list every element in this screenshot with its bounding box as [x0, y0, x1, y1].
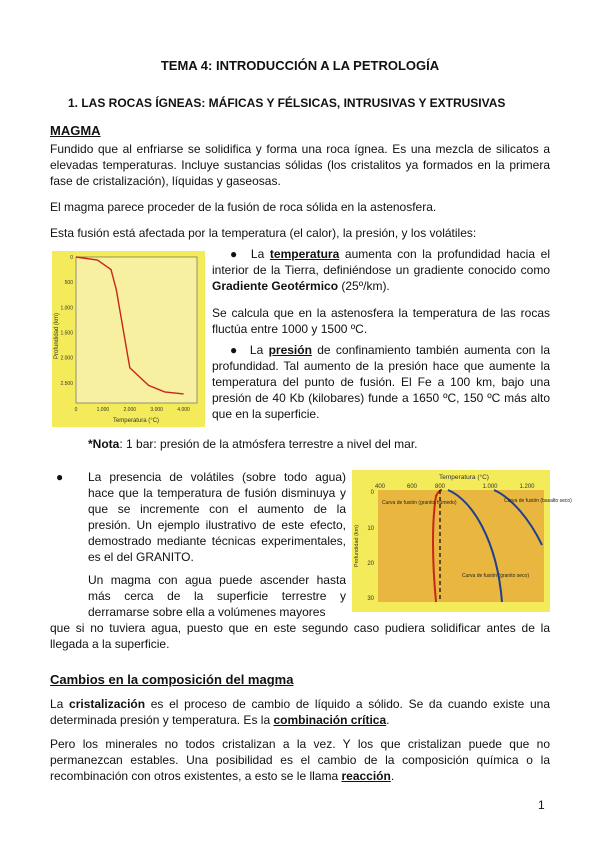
page-title: TEMA 4: INTRODUCCIÓN A LA PETROLOGÍA: [160, 58, 440, 73]
melting-curves-chart: [352, 470, 572, 612]
x-tick: 400: [374, 484, 386, 490]
y-axis-label: Profundidad (km): [54, 312, 60, 360]
y-tick: 0: [370, 490, 374, 496]
bullet-dot: ●: [230, 343, 240, 357]
composition-changes-heading: Cambios en la composición del magma: [50, 672, 294, 687]
x-tick: 0: [74, 407, 78, 413]
term-cristalizacion: cristalización: [69, 697, 146, 711]
paragraph-origin: El magma parece proceder de la fusión de roca sólida en la astenosfera.: [50, 200, 437, 214]
paragraph-factors: Esta fusión está afectada por la temperatura (el calor), la presión, y los volátiles:: [50, 226, 477, 240]
section-heading: 1. LAS ROCAS ÍGNEAS: MÁFICAS Y FÉLSICAS, INTRUSIVAS Y EXTRUSIVAS: [68, 96, 506, 110]
dry-basalt-label: Curva de fusión (basalto seco): [504, 498, 572, 504]
paragraph-water-magma: Un magma con agua puede ascender hasta más cerca de la superficie terrestre y derramarse sobre ella a volúmenes mayores: [88, 573, 346, 619]
page-number: 1: [538, 798, 545, 812]
term-reaccion: reacción: [341, 769, 391, 783]
x-tick: 800: [434, 484, 446, 490]
bullet-dot: ●: [230, 247, 240, 261]
bullet-pressure: ● La presión de confinamiento también aumenta con la profundidad. Tal aumento de la presión hace que aumente la temperatura del punto de fusión. El Fe a 100 km, bajo una presión de 40 Kb (kilobares) funde a 1650 ºC, 150 ºC más alto que en la superficie.: [212, 343, 550, 421]
y-axis-label: Profundidad (km): [354, 524, 360, 568]
melting-curves-figure: [352, 470, 572, 612]
paragraph-water-magma-cont: que si no tuviera agua, puesto que en este segundo caso pudiera solidificar antes de la llegada a la superficie.: [50, 621, 550, 651]
x-tick: 2.000: [123, 407, 137, 413]
y-tick: 20: [367, 561, 374, 567]
term-gradiente: Gradiente Geotérmico: [212, 279, 339, 293]
y-tick: 10: [367, 526, 374, 532]
paragraph-asthenosphere-temp: Se calcula que en la astenosfera la temperatura de las rocas fluctúa entre 1000 y 1500 ºC.: [212, 306, 550, 336]
y-tick: 2.000: [60, 355, 73, 362]
x-tick: 1.000: [482, 484, 498, 490]
x-tick: 3.000: [150, 407, 163, 413]
y-tick: 30: [367, 596, 374, 602]
x-tick: 600: [406, 484, 418, 490]
x-tick: 1.000: [96, 407, 110, 413]
chart-title: Temperatura (°C): [439, 474, 489, 481]
y-tick: 1.000: [60, 305, 73, 312]
term-temperatura: temperatura: [269, 247, 340, 261]
term-combinacion-critica: combinación crítica: [273, 713, 387, 727]
x-tick: 4.000: [177, 407, 190, 413]
bullet-dot: ●: [56, 470, 64, 484]
magma-heading: MAGMA: [50, 123, 101, 138]
y-tick: 1.500: [60, 330, 73, 337]
y-tick: 0: [70, 255, 73, 261]
x-axis-label: Temperatura (°C): [112, 418, 160, 424]
geothermal-chart: [52, 251, 205, 427]
y-tick: 2.500: [60, 380, 73, 387]
dry-granite-label: Curva de fusión (granito seco): [462, 573, 529, 579]
wet-granite-label: Curva de fusión (granito húmedo): [382, 500, 457, 506]
paragraph-crystallization: La cristalización es el proceso de cambio de líquido a sólido. Se da cuando existe una determinada presión y temperatura. Es la combinación crítica.: [50, 697, 551, 727]
paragraph-definition: Fundido que al enfriarse se solidifica y forma una roca ígnea. Es una mezcla de silicatos a elevadas temperaturas. Incluye sustancias sólidas (los cristalitos ya formados en la primera fase de cristalización), líquidas y gaseosas.: [50, 142, 550, 188]
bullet-temperature: ● La temperatura aumenta con la profundidad hacia el interior de la Tierra, definiéndose un gradiente conocido como Gradiente Geotérmico (25º/km).: [212, 247, 550, 293]
term-presion: presión: [268, 343, 312, 357]
paragraph-reaction: Pero los minerales no todos cristalizan a la vez. Y los que cristalizan puede que no permanezcan estables. Una posibilidad es el cambio de la composición química o la recombinación con otros existentes, a esto se le llama reacción.: [50, 737, 550, 783]
bullet-volatiles: ● La presencia de volátiles (sobre todo agua) hace que la temperatura de fusión disminuya y que se incremente con el aumento de la presión. Un ejemplo ilustrativo de este efecto, demostrado mediante técnicas experimentales, es el del GRANITO.: [56, 470, 346, 564]
geothermal-figure: [52, 251, 205, 427]
note: *Nota: 1 bar: presión de la atmósfera terrestre a nivel del mar.: [88, 437, 418, 451]
x-tick: 1.200: [519, 484, 535, 490]
y-tick: 500: [64, 280, 73, 287]
